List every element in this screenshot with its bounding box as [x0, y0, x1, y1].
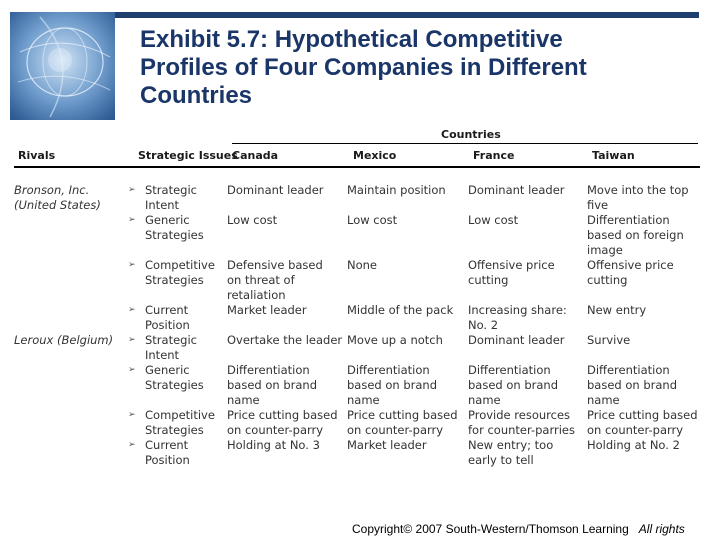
- cell-france: New entry; too early to tell: [468, 438, 554, 467]
- cell-canada: Differentiation based on brand name: [227, 363, 318, 407]
- header-rule: [14, 166, 700, 168]
- cell-france: Provide resources for counter-parries: [468, 408, 575, 437]
- globe-logo-image: [10, 12, 115, 120]
- cell-france: Increasing share: No. 2: [468, 303, 567, 332]
- cell-mexico: Middle of the pack: [347, 303, 454, 317]
- issue-cell: ➢ Generic Strategies: [128, 363, 204, 392]
- cell-canada: Dominant leader: [227, 183, 324, 197]
- cell-taiwan: Offensive price cutting: [587, 258, 674, 287]
- title-line-1: Exhibit 5.7: Hypothetical Competitive: [140, 26, 563, 53]
- exhibit-title: [140, 26, 700, 110]
- cell-canada: Defensive based on threat of retaliation: [227, 258, 323, 302]
- arrow-bullet-icon: ➢: [128, 440, 136, 450]
- cell-mexico: Price cutting based on counter-parry: [347, 408, 458, 437]
- arrow-bullet-icon: ➢: [128, 365, 136, 375]
- arrow-bullet-icon: ➢: [128, 185, 136, 195]
- header-strategic-issues: Strategic Issues: [138, 149, 238, 162]
- arrow-bullet-icon: ➢: [128, 335, 136, 345]
- cell-taiwan: Survive: [587, 333, 631, 347]
- cell-france: Dominant leader: [468, 333, 565, 347]
- issue-cell: ➢ Strategic Intent: [128, 333, 197, 362]
- cell-canada: Low cost: [227, 213, 278, 227]
- rival-leroux: Leroux (Belgium): [14, 333, 114, 347]
- issue-cell: ➢ Current Position: [128, 303, 190, 332]
- header-rivals: Rivals: [18, 149, 56, 162]
- cell-france: Dominant leader: [468, 183, 565, 197]
- arrow-bullet-icon: ➢: [128, 305, 136, 315]
- countries-rule: [232, 143, 698, 144]
- cell-mexico: None: [347, 258, 378, 272]
- arrow-bullet-icon: ➢: [128, 215, 136, 225]
- cell-taiwan: Price cutting based on counter-parry: [587, 408, 698, 437]
- cell-mexico: Market leader: [347, 438, 427, 452]
- rival-bronson: Bronson, Inc. (United States): [14, 183, 101, 212]
- issue-cell: ➢ Competitive Strategies: [128, 258, 215, 287]
- cell-canada: Holding at No. 3: [227, 438, 320, 452]
- issue-cell: ➢ Current Position: [128, 438, 190, 467]
- cell-taiwan: Differentiation based on brand name: [587, 363, 678, 407]
- cell-canada: Market leader: [227, 303, 307, 317]
- cell-canada: Overtake the leader: [227, 333, 343, 347]
- title-bar-accent: [112, 12, 699, 18]
- cell-taiwan: New entry: [587, 303, 647, 317]
- issue-cell: ➢ Strategic Intent: [128, 183, 197, 212]
- cell-mexico: Move up a notch: [347, 333, 443, 347]
- cell-france: Differentiation based on brand name: [468, 363, 559, 407]
- copyright-text: Copyright© 2007 South-Western/Thomson Learning: [352, 522, 629, 536]
- header-france: France: [473, 149, 515, 162]
- issue-cell: ➢ Generic Strategies: [128, 213, 204, 242]
- header-mexico: Mexico: [353, 149, 397, 162]
- cell-taiwan: Move into the top five: [587, 183, 689, 212]
- arrow-bullet-icon: ➢: [128, 260, 136, 270]
- cell-mexico: Maintain position: [347, 183, 446, 197]
- cell-france: Low cost: [468, 213, 519, 227]
- header-taiwan: Taiwan: [592, 149, 635, 162]
- cell-mexico: Low cost: [347, 213, 398, 227]
- arrow-bullet-icon: ➢: [128, 410, 136, 420]
- cell-mexico: Differentiation based on brand name: [347, 363, 438, 407]
- countries-group-header: Countries: [441, 128, 501, 141]
- issue-cell: ➢ Competitive Strategies: [128, 408, 215, 437]
- cell-taiwan: Differentiation based on foreign image: [587, 213, 684, 257]
- cell-france: Offensive price cutting: [468, 258, 555, 287]
- title-line-3: Countries: [140, 82, 253, 109]
- rights-text: All rights: [638, 522, 685, 536]
- copyright-footer: [352, 522, 685, 536]
- cell-canada: Price cutting based on counter-parry: [227, 408, 338, 437]
- title-line-2: Profiles of Four Companies in Different: [140, 54, 587, 81]
- header-canada: Canada: [232, 149, 279, 162]
- cell-taiwan: Holding at No. 2: [587, 438, 680, 452]
